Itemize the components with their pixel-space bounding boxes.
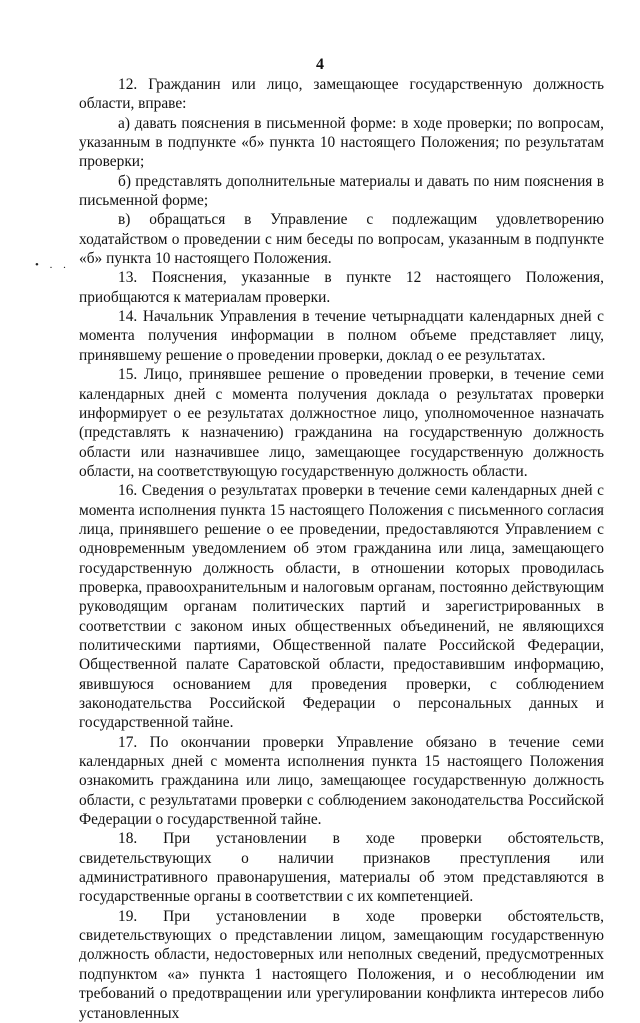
paragraph-12v: в) обращаться в Управление с подлежащим удовлетворению ходатайством о проведении с ним беседы по вопросам, указанным в подпункте «б» пункта 10 настоящего Положения. <box>79 211 604 268</box>
paragraph-12: 12. Гражданин или лицо, замещающее государственную должность области, вправе: <box>79 76 604 113</box>
paragraph-16: 16. Сведения о результатах проверки в течение семи календарных дней с момента исполнения пункта 15 настоящего Положения с письменного согласия лица, принявшего решение о ее проведении, предоставляются Управлением с одновременным уведомлением об этом гражданина или лица, замещающего государственную должность области, в отношении которых проводилась проверка, правоохранительным и налоговым органам, постоянно действующим руководящим органам политических партий и зарегистрированных в соответствии с законом иных общественных объединений, не являющихся политическими партиями, Общественной палате Российской Федерации, Общественной палате Саратовской области, предоставившим информацию, явившуюся основанием для проведения проверки, с соблюдением законодательства Российской Федерации о персональных данных и государственной тайне. <box>79 482 604 732</box>
paragraph-18: 18. При установлении в ходе проверки обстоятельств, свидетельствующих о наличии признаков преступления или административного правонарушения, материалы об этом представляются в государственные органы в соответствии с их компетенцией. <box>79 830 604 906</box>
page-number: 4 <box>316 56 324 73</box>
paragraph-15: 15. Лицо, принявшее решение о проведении проверки, в течение семи календарных дней с момента получения доклада о результатах проверки информирует о ее результатах должностное лицо, уполномоченное назначать (представлять к назначению) гражданина на государственную должность области или назначившее лицо, замещающее государственную должность области, на соответствующую государственную должность области. <box>79 366 604 480</box>
paragraph-14: 14. Начальник Управления в течение четырнадцати календарных дней с момента получения информации в полном объеме представляет лицу, принявшему решение о проведении проверки, доклад о ее результатах. <box>79 308 604 364</box>
paragraph-12b: б) представлять дополнительные материалы и давать по ним пояснения в письменной форме; <box>79 172 604 210</box>
paragraph-17: 17. По окончании проверки Управление обязано в течение семи календарных дней с момента исполнения пункта 15 настоящего Положения ознакомить гражданина или лицо, замещающее государственную должность области, с результатами проверки с соблюдением законодательства Российской Федерации о государственной тайне. <box>79 733 604 829</box>
margin-mark: • . . <box>35 259 70 271</box>
paragraph-19: 19. При установлении в ходе проверки обстоятельств, свидетельствующих о представлении лицом, замещающим государственную должность области, недостоверных или неполных сведений, предусмотренных подпунктом «а» пункта 1 настоящего Положения, и о несоблюдении им требований о предотвращении или урегулировании конфликта интересов либо установленных <box>79 907 604 1022</box>
paragraph-12a: а) давать пояснения в письменной форме: в ходе проверки; по вопросам, указанным в подпункте «б» пункта 10 настоящего Положения; по результатам проверки; <box>79 114 604 171</box>
document-body <box>79 75 604 1023</box>
paragraph-13: 13. Пояснения, указанные в пункте 12 настоящего Положения, приобщаются к материалам проверки. <box>79 269 604 306</box>
